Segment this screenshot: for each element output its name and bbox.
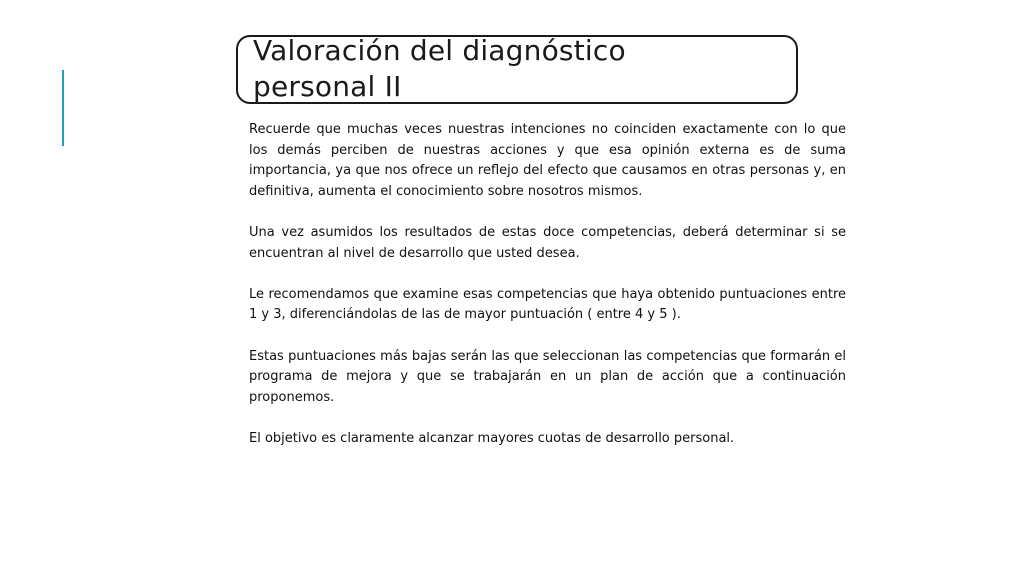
paragraph-4: Estas puntuaciones más bajas serán las que seleccionan las competencias que formarán el programa de mejora y que se trabajarán en un plan de acción que a continuación proponemos. [249,348,846,405]
slide-title-line-1: Valoración del diagnóstico [253,34,626,67]
accent-bar [62,70,64,146]
paragraph-2: Una vez asumidos los resultados de estas doce competencias, deberá determinar si se encuentran al nivel de desarrollo que usted desea. [249,224,846,261]
slide-title-line-2: personal II [253,70,402,103]
slide-title [253,33,626,105]
paragraph-5: El objetivo es claramente alcanzar mayores cuotas de desarrollo personal. [249,430,735,446]
paragraph-3: Le recomendamos que examine esas competencias que haya obtenido puntuaciones entre 1 y 3, diferenciándolas de las de mayor puntuación ( entre 4 y 5 ). [249,286,846,323]
paragraph-1: Recuerde que muchas veces nuestras intenciones no coinciden exactamente con lo que los demás perciben de nuestras acciones y que esa opinión externa es de suma importancia, ya que nos ofrece un reflejo del efecto que causamos en otras personas y, en definitiva, aumenta el conocimiento sobre nosotros mismos. [249,122,846,199]
slide-body [249,120,846,470]
